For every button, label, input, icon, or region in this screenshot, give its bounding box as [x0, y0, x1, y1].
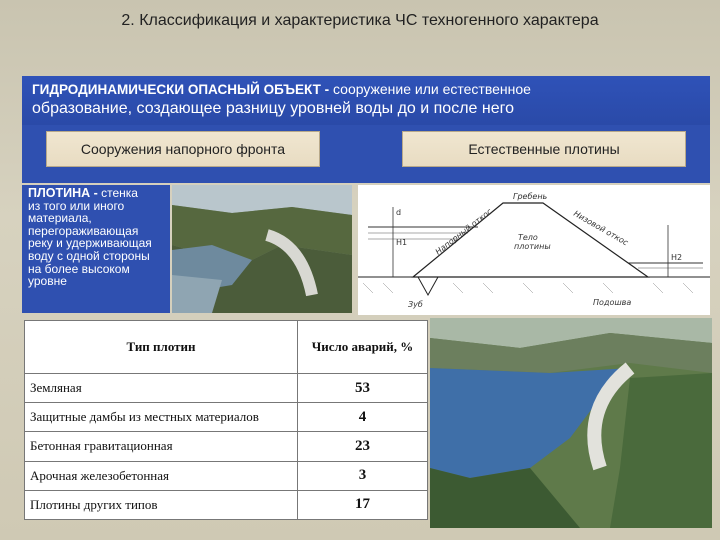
table-row [25, 403, 428, 432]
table-cell-type: Земляная [25, 374, 298, 403]
base-label: Подошва [593, 298, 632, 307]
definition-term: ГИДРОДИНАМИЧЕСКИ ОПАСНЫЙ ОБЪЕКТ - [32, 82, 330, 97]
pressure-front-structures-button[interactable]: Сооружения напорного фронта [46, 131, 320, 167]
slide-title: 2. Классификация и характеристика ЧС техногенного характера [121, 12, 599, 29]
definition-text1: сооружение или естественное [329, 81, 531, 97]
dam-body-label-2: плотины [514, 242, 551, 251]
downstream-slope-label: Низовой откос [572, 208, 630, 248]
dam-definition-rest: из того или иного материала, перегораживающая реку и удерживающая воду с одной стороны на более высоком уровне [28, 198, 152, 289]
table-cell-value: 4 [298, 403, 428, 432]
table-cell-value: 23 [298, 432, 428, 461]
table-header-accidents: Число аварий, % [298, 321, 428, 374]
dam-photo-reservoir [430, 318, 712, 528]
definition-line1 [32, 80, 700, 99]
table-row [25, 374, 428, 403]
crest-label: Гребень [513, 192, 548, 201]
h1-label: H1 [396, 238, 408, 247]
dam-tooth [418, 277, 438, 295]
dam-definition-first: стенка [97, 186, 138, 200]
table-row [25, 432, 428, 461]
table-row [25, 490, 428, 519]
table-row [25, 461, 428, 490]
dam-definition-term: ПЛОТИНА - [28, 186, 98, 200]
dam-cross-section-diagram [358, 185, 710, 315]
dam-body-label-1: Тело [518, 233, 538, 242]
table-header-row [25, 321, 428, 374]
tooth-label: Зуб [408, 300, 423, 309]
upstream-slope-label: Напорный откос [433, 206, 494, 257]
table-cell-value: 3 [298, 461, 428, 490]
table-cell-value: 17 [298, 490, 428, 519]
d-label: d [396, 208, 402, 217]
table-cell-type: Защитные дамбы из местных материалов [25, 403, 298, 432]
natural-dams-button[interactable]: Естественные плотины [402, 131, 686, 167]
table-cell-type: Арочная железобетонная [25, 461, 298, 490]
dam-photo-aerial [172, 185, 352, 313]
dam-accidents-table [24, 320, 428, 520]
table-cell-type: Плотины других типов [25, 490, 298, 519]
definition-box [22, 76, 710, 125]
h2-label: H2 [671, 253, 683, 262]
definition-line2: образование, создающее разницу уровней воды до и после него [32, 100, 514, 117]
table-cell-type: Бетонная гравитационная [25, 432, 298, 461]
dam-definition-box [22, 185, 170, 313]
table-cell-value: 53 [298, 374, 428, 403]
table-header-type: Тип плотин [25, 321, 298, 374]
